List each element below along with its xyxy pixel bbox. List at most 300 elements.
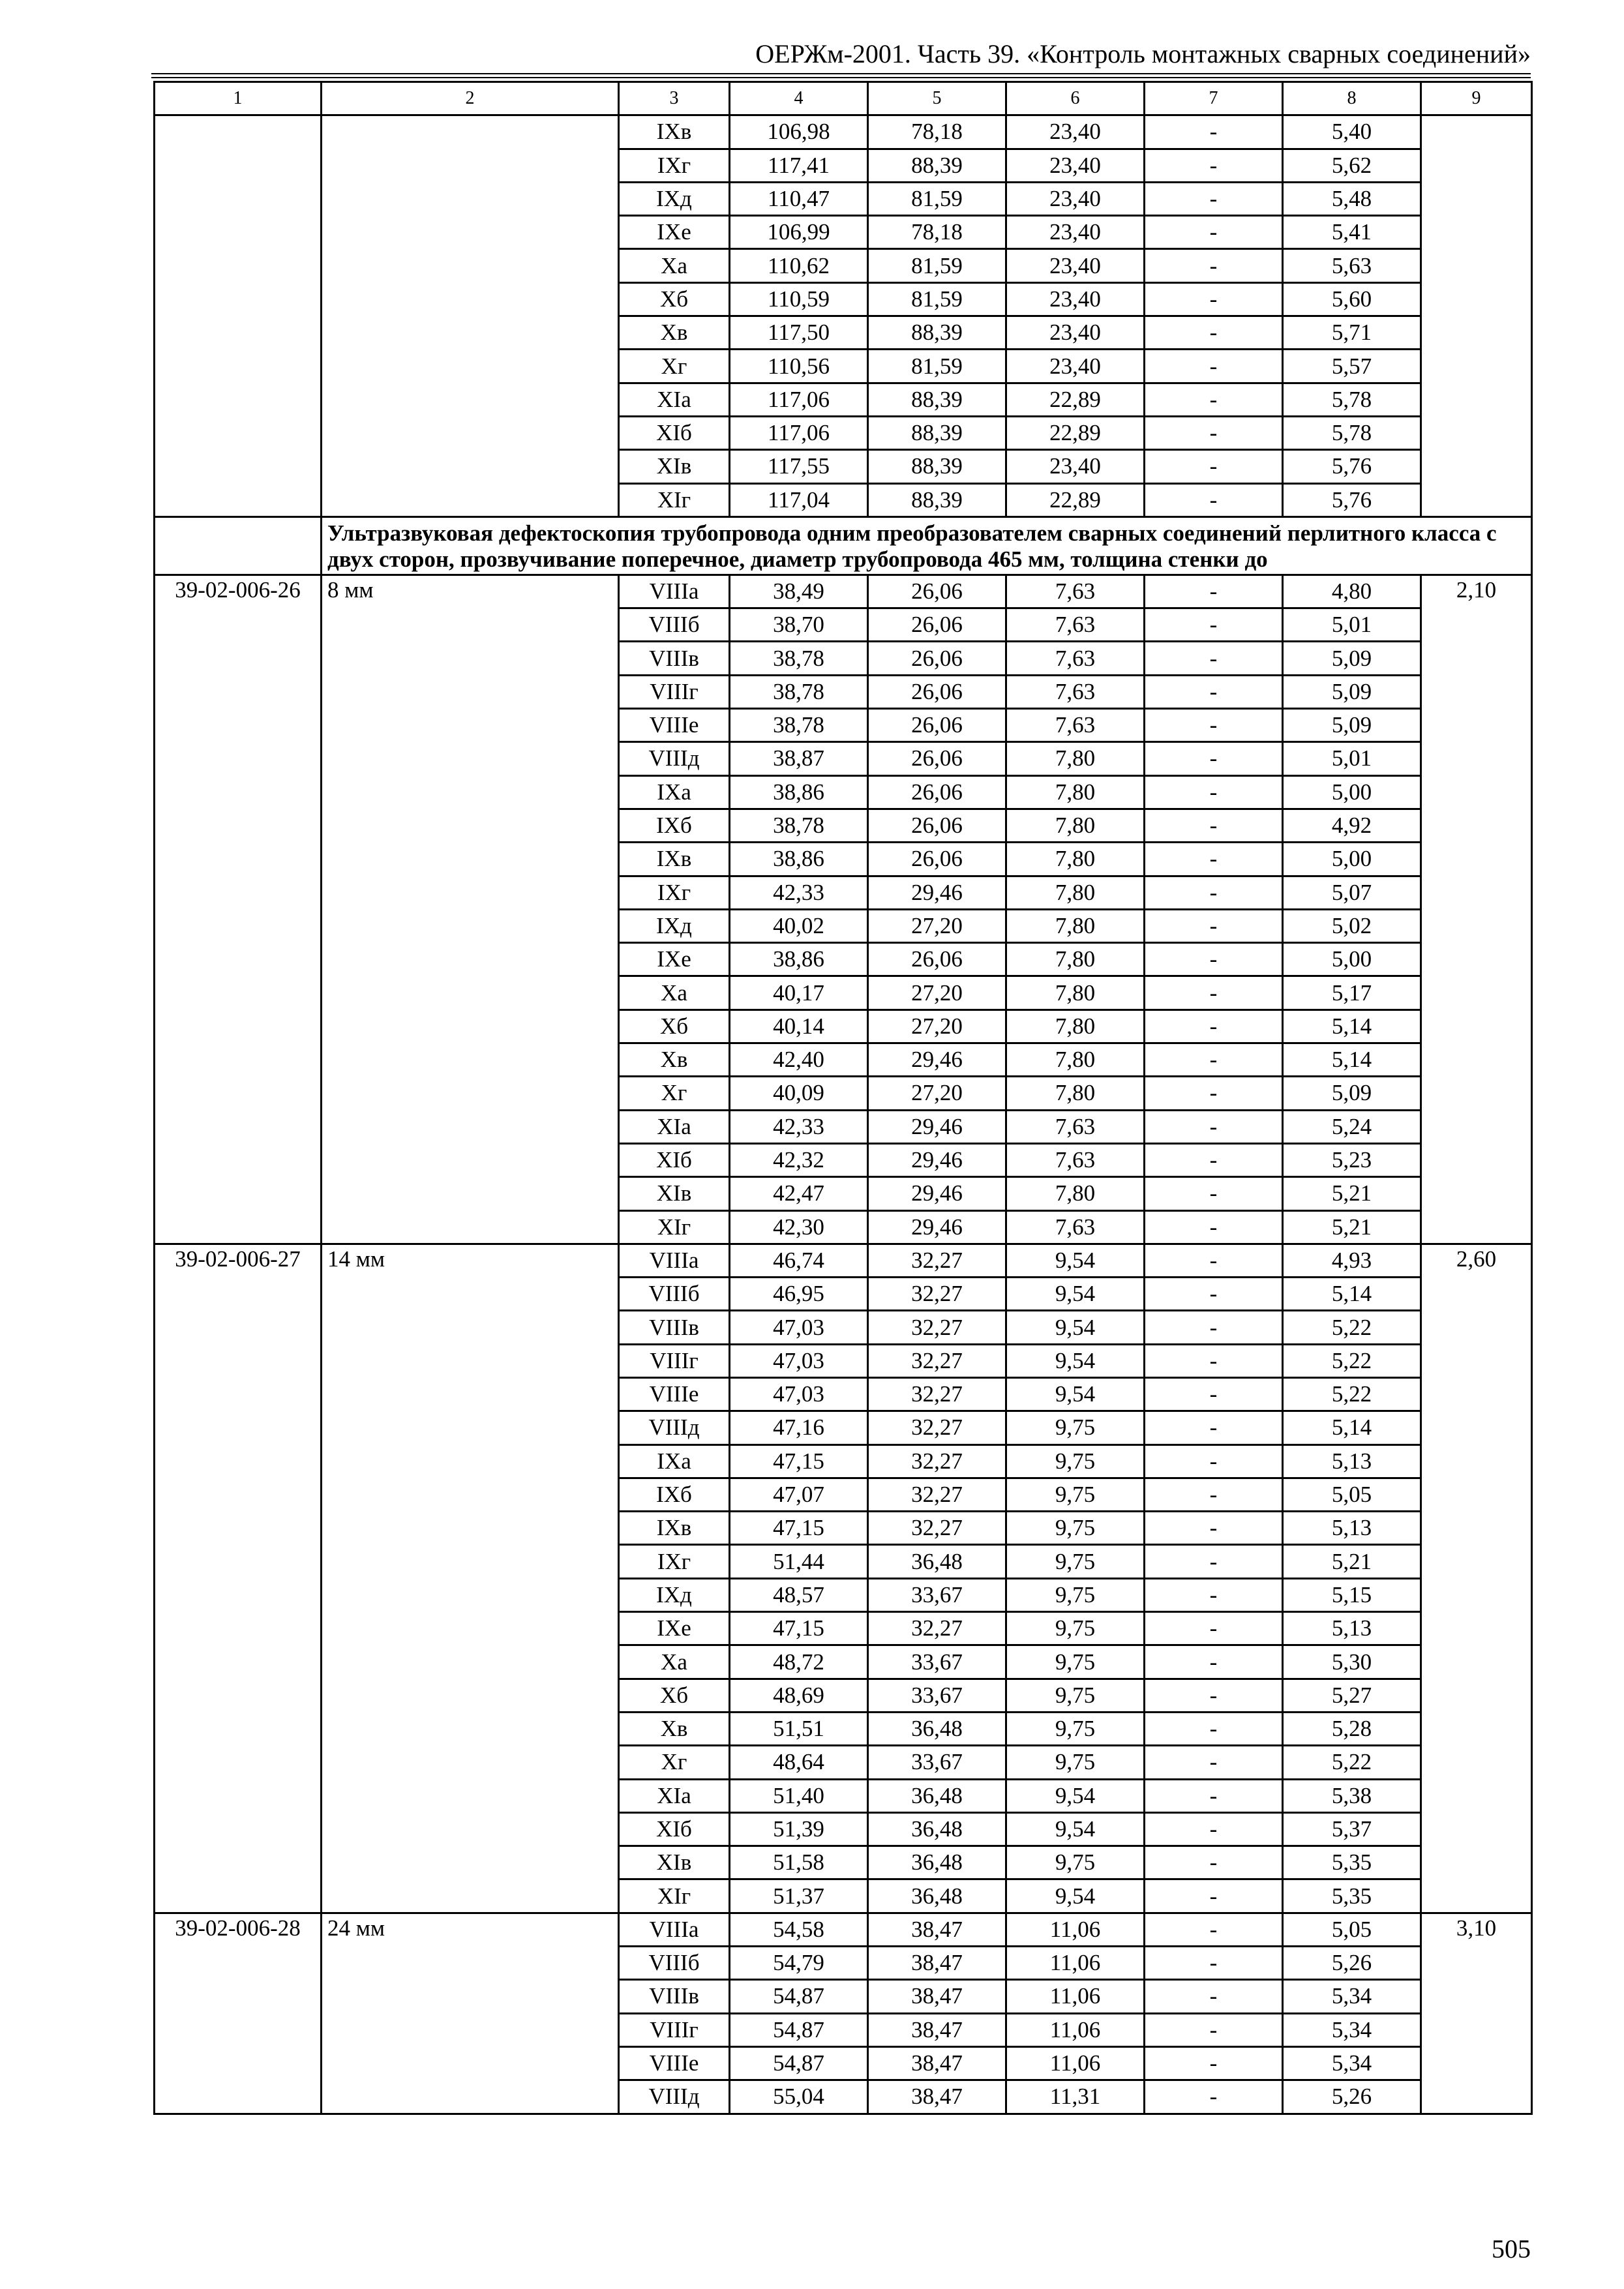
table-cell: 32,27 bbox=[868, 1478, 1006, 1511]
table-cell: Xа bbox=[619, 1645, 730, 1679]
table-cell: 55,04 bbox=[730, 2080, 868, 2114]
table-cell: VIIIб bbox=[619, 1278, 730, 1311]
table-cell: 5,00 bbox=[1283, 775, 1421, 809]
table-cell: 36,48 bbox=[868, 1545, 1006, 1578]
table-cell: 47,03 bbox=[730, 1377, 868, 1411]
table-cell: - bbox=[1145, 1010, 1283, 1043]
table-cell: 9,75 bbox=[1006, 1444, 1145, 1478]
table-cell: 33,67 bbox=[868, 1746, 1006, 1779]
table-cell: - bbox=[1145, 1444, 1283, 1478]
norm-cell bbox=[1421, 115, 1532, 517]
table-cell: Xб bbox=[619, 1010, 730, 1043]
table-cell: VIIIе bbox=[619, 2046, 730, 2080]
table-cell: 5,22 bbox=[1283, 1746, 1421, 1779]
table-cell: 11,06 bbox=[1006, 1947, 1145, 1980]
table-cell: 51,39 bbox=[730, 1812, 868, 1846]
table-cell: 5,60 bbox=[1283, 282, 1421, 316]
table-cell: - bbox=[1145, 876, 1283, 909]
table-cell: 42,30 bbox=[730, 1210, 868, 1244]
code-cell: 39-02-006-27 bbox=[155, 1244, 322, 1913]
table-cell: 5,02 bbox=[1283, 909, 1421, 942]
table-cell: 9,54 bbox=[1006, 1377, 1145, 1411]
table-cell: 26,06 bbox=[868, 709, 1006, 742]
column-number: 9 bbox=[1421, 82, 1532, 115]
table-cell: 5,26 bbox=[1283, 2080, 1421, 2114]
table-cell: 5,09 bbox=[1283, 675, 1421, 708]
table-cell: - bbox=[1145, 775, 1283, 809]
table-cell: 38,78 bbox=[730, 809, 868, 842]
table-cell: 38,70 bbox=[730, 608, 868, 642]
table-cell: - bbox=[1145, 316, 1283, 350]
table-cell: 38,86 bbox=[730, 843, 868, 876]
table-cell: 88,39 bbox=[868, 483, 1006, 516]
table-cell: 36,48 bbox=[868, 1846, 1006, 1879]
table-cell: - bbox=[1145, 608, 1283, 642]
table-cell: 9,75 bbox=[1006, 1411, 1145, 1444]
table-cell: XIв bbox=[619, 1177, 730, 1210]
table-cell: 9,54 bbox=[1006, 1344, 1145, 1377]
table-cell: 5,34 bbox=[1283, 2013, 1421, 2046]
column-number: 5 bbox=[868, 82, 1006, 115]
table-cell: VIIIе bbox=[619, 1377, 730, 1411]
table-cell: IXа bbox=[619, 1444, 730, 1478]
table-cell: 38,78 bbox=[730, 642, 868, 675]
table-cell: 7,80 bbox=[1006, 809, 1145, 842]
table-cell: 40,17 bbox=[730, 976, 868, 1010]
table-cell: 81,59 bbox=[868, 182, 1006, 215]
table-row bbox=[155, 1913, 1532, 1946]
table-cell: 117,06 bbox=[730, 416, 868, 449]
code-cell: 39-02-006-26 bbox=[155, 575, 322, 1244]
column-number: 7 bbox=[1145, 82, 1283, 115]
table-cell: - bbox=[1145, 1612, 1283, 1645]
table-cell: IXб bbox=[619, 809, 730, 842]
table-cell: 54,87 bbox=[730, 2046, 868, 2080]
table-cell: 46,95 bbox=[730, 1278, 868, 1311]
table-cell: 40,14 bbox=[730, 1010, 868, 1043]
table-cell: 106,98 bbox=[730, 115, 868, 149]
table-row bbox=[155, 115, 1532, 149]
table-cell: 23,40 bbox=[1006, 450, 1145, 483]
table-cell: 9,75 bbox=[1006, 1612, 1145, 1645]
table-cell: 88,39 bbox=[868, 149, 1006, 182]
table-cell: 5,09 bbox=[1283, 709, 1421, 742]
table-cell: 29,46 bbox=[868, 1177, 1006, 1210]
table-cell: - bbox=[1145, 1812, 1283, 1846]
table-cell: - bbox=[1145, 1143, 1283, 1176]
table-cell: XIг bbox=[619, 1210, 730, 1244]
table-cell: 88,39 bbox=[868, 450, 1006, 483]
table-cell: 5,23 bbox=[1283, 1143, 1421, 1176]
table-cell: 32,27 bbox=[868, 1344, 1006, 1377]
table-cell: - bbox=[1145, 2080, 1283, 2114]
table-cell: 7,80 bbox=[1006, 1010, 1145, 1043]
table-cell: 117,41 bbox=[730, 149, 868, 182]
table-cell: 26,06 bbox=[868, 742, 1006, 775]
table-cell: - bbox=[1145, 115, 1283, 149]
table-cell: 5,24 bbox=[1283, 1110, 1421, 1143]
table-cell: Xв bbox=[619, 316, 730, 350]
table-cell: 7,80 bbox=[1006, 1077, 1145, 1110]
table-cell: - bbox=[1145, 1712, 1283, 1745]
table-cell: - bbox=[1145, 1578, 1283, 1611]
table-cell: - bbox=[1145, 1846, 1283, 1879]
table-cell: 29,46 bbox=[868, 1143, 1006, 1176]
table-cell: - bbox=[1145, 1311, 1283, 1344]
table-cell: - bbox=[1145, 2013, 1283, 2046]
table-cell: 5,13 bbox=[1283, 1512, 1421, 1545]
table-cell: IXе bbox=[619, 1612, 730, 1645]
table-cell: XIб bbox=[619, 416, 730, 449]
table-cell: 5,14 bbox=[1283, 1010, 1421, 1043]
table-cell: 51,44 bbox=[730, 1545, 868, 1578]
table-cell: - bbox=[1145, 1344, 1283, 1377]
table-cell: XIа bbox=[619, 383, 730, 416]
table-cell: Xб bbox=[619, 1679, 730, 1712]
table-cell: 117,06 bbox=[730, 383, 868, 416]
table-cell: 32,27 bbox=[868, 1411, 1006, 1444]
table-cell: VIIIг bbox=[619, 675, 730, 708]
table-cell: 9,75 bbox=[1006, 1645, 1145, 1679]
table-cell: 36,48 bbox=[868, 1812, 1006, 1846]
table-cell: 5,22 bbox=[1283, 1311, 1421, 1344]
table-cell: 38,47 bbox=[868, 2013, 1006, 2046]
table-cell: 5,07 bbox=[1283, 876, 1421, 909]
table-cell: IXг bbox=[619, 149, 730, 182]
table-cell: 5,17 bbox=[1283, 976, 1421, 1010]
table-cell: 47,03 bbox=[730, 1311, 868, 1344]
table-cell: 7,80 bbox=[1006, 1043, 1145, 1077]
table-cell: - bbox=[1145, 1913, 1283, 1946]
table-cell: 7,80 bbox=[1006, 742, 1145, 775]
table-cell: - bbox=[1145, 1411, 1283, 1444]
table-cell: VIIIд bbox=[619, 1411, 730, 1444]
thickness-cell bbox=[322, 115, 619, 517]
table-cell: 29,46 bbox=[868, 1110, 1006, 1143]
table-cell: - bbox=[1145, 1377, 1283, 1411]
table-cell: Xа bbox=[619, 976, 730, 1010]
table-cell: 9,75 bbox=[1006, 1545, 1145, 1578]
table-cell: - bbox=[1145, 1177, 1283, 1210]
table-cell: 5,78 bbox=[1283, 383, 1421, 416]
table-cell: 36,48 bbox=[868, 1879, 1006, 1913]
table-cell: IXе bbox=[619, 943, 730, 976]
code-cell bbox=[155, 115, 322, 517]
column-number: 3 bbox=[619, 82, 730, 115]
table-cell: 47,15 bbox=[730, 1612, 868, 1645]
table-cell: 5,01 bbox=[1283, 742, 1421, 775]
table-cell: 110,59 bbox=[730, 282, 868, 316]
table-cell: 5,35 bbox=[1283, 1846, 1421, 1879]
table-cell: 9,75 bbox=[1006, 1846, 1145, 1879]
table-cell: IXв bbox=[619, 1512, 730, 1545]
norms-table bbox=[153, 81, 1533, 2115]
table-cell: 47,03 bbox=[730, 1344, 868, 1377]
table-cell: 38,49 bbox=[730, 575, 868, 608]
table-cell: - bbox=[1145, 1110, 1283, 1143]
table-cell: 54,58 bbox=[730, 1913, 868, 1946]
table-cell: 11,06 bbox=[1006, 1913, 1145, 1946]
table-cell: 51,40 bbox=[730, 1779, 868, 1812]
table-cell: 23,40 bbox=[1006, 316, 1145, 350]
table-cell: 38,86 bbox=[730, 775, 868, 809]
table-cell: 88,39 bbox=[868, 416, 1006, 449]
table-cell: 42,33 bbox=[730, 1110, 868, 1143]
table-cell: VIIIа bbox=[619, 1913, 730, 1946]
table-cell: - bbox=[1145, 909, 1283, 942]
table-cell: 32,27 bbox=[868, 1444, 1006, 1478]
table-cell: 48,57 bbox=[730, 1578, 868, 1611]
table-cell: 117,50 bbox=[730, 316, 868, 350]
table-cell: 23,40 bbox=[1006, 282, 1145, 316]
table-cell: 7,80 bbox=[1006, 876, 1145, 909]
table-cell: - bbox=[1145, 642, 1283, 675]
table-cell: Xг bbox=[619, 350, 730, 383]
table-cell: VIIIб bbox=[619, 608, 730, 642]
table-cell: 5,38 bbox=[1283, 1779, 1421, 1812]
table-cell: 11,06 bbox=[1006, 2013, 1145, 2046]
table-cell: 47,15 bbox=[730, 1444, 868, 1478]
table-cell: 5,01 bbox=[1283, 608, 1421, 642]
table-cell: - bbox=[1145, 843, 1283, 876]
table-cell: XIв bbox=[619, 1846, 730, 1879]
table-cell: 78,18 bbox=[868, 216, 1006, 249]
table-cell: 47,07 bbox=[730, 1478, 868, 1511]
table-cell: 51,37 bbox=[730, 1879, 868, 1913]
table-cell: - bbox=[1145, 216, 1283, 249]
table-cell: VIIIа bbox=[619, 1244, 730, 1277]
table-cell: - bbox=[1145, 943, 1283, 976]
table-cell: - bbox=[1145, 1980, 1283, 2013]
column-number: 6 bbox=[1006, 82, 1145, 115]
section-title: Ультразвуковая дефектоскопия трубопровода одним преобразователем сварных соединений перлитного класса с двух сторон, прозвучивание поперечное, диаметр трубопровода 465 мм, толщина стенки до bbox=[322, 516, 1532, 575]
table-cell: - bbox=[1145, 675, 1283, 708]
table-cell: 42,47 bbox=[730, 1177, 868, 1210]
table-cell: 23,40 bbox=[1006, 115, 1145, 149]
table-cell: - bbox=[1145, 483, 1283, 516]
table-cell: Xг bbox=[619, 1077, 730, 1110]
code-cell: 39-02-006-28 bbox=[155, 1913, 322, 2114]
table-cell: 81,59 bbox=[868, 282, 1006, 316]
table-cell: 5,28 bbox=[1283, 1712, 1421, 1745]
table-cell: 5,05 bbox=[1283, 1913, 1421, 1946]
table-cell: 33,67 bbox=[868, 1679, 1006, 1712]
table-cell: - bbox=[1145, 1278, 1283, 1311]
table-cell: 9,54 bbox=[1006, 1311, 1145, 1344]
table-cell: 5,78 bbox=[1283, 416, 1421, 449]
table-cell: 26,06 bbox=[868, 675, 1006, 708]
table-cell: - bbox=[1145, 383, 1283, 416]
table-cell: 5,22 bbox=[1283, 1377, 1421, 1411]
table-cell: 7,63 bbox=[1006, 608, 1145, 642]
table-cell: - bbox=[1145, 1645, 1283, 1679]
table-cell: 5,35 bbox=[1283, 1879, 1421, 1913]
section-title-row bbox=[155, 516, 1532, 575]
table-cell: - bbox=[1145, 1512, 1283, 1545]
table-cell: 5,34 bbox=[1283, 1980, 1421, 2013]
table-cell: 4,80 bbox=[1283, 575, 1421, 608]
table-cell: 27,20 bbox=[868, 909, 1006, 942]
table-cell: VIIIг bbox=[619, 1344, 730, 1377]
table-cell: 5,21 bbox=[1283, 1177, 1421, 1210]
table-cell: 7,80 bbox=[1006, 943, 1145, 976]
table-cell: 5,13 bbox=[1283, 1612, 1421, 1645]
table-cell: VIIIб bbox=[619, 1947, 730, 1980]
norm-cell: 3,10 bbox=[1421, 1913, 1532, 2114]
table-cell: XIв bbox=[619, 450, 730, 483]
table-cell: 38,47 bbox=[868, 1913, 1006, 1946]
table-cell: 5,09 bbox=[1283, 1077, 1421, 1110]
table-cell: - bbox=[1145, 2046, 1283, 2080]
table-cell: - bbox=[1145, 1679, 1283, 1712]
table-cell: 7,80 bbox=[1006, 775, 1145, 809]
table-cell: 5,00 bbox=[1283, 843, 1421, 876]
table-cell: 38,78 bbox=[730, 709, 868, 742]
table-cell: 36,48 bbox=[868, 1779, 1006, 1812]
table-cell: 88,39 bbox=[868, 316, 1006, 350]
table-cell: 23,40 bbox=[1006, 182, 1145, 215]
table-cell: Xб bbox=[619, 282, 730, 316]
table-cell: VIIIд bbox=[619, 2080, 730, 2114]
table-cell: 26,06 bbox=[868, 843, 1006, 876]
table-cell: 38,78 bbox=[730, 675, 868, 708]
table-cell: 47,16 bbox=[730, 1411, 868, 1444]
table-cell: 5,76 bbox=[1283, 450, 1421, 483]
table-cell: 23,40 bbox=[1006, 350, 1145, 383]
table-cell: 42,32 bbox=[730, 1143, 868, 1176]
column-number: 2 bbox=[322, 82, 619, 115]
table-cell: 5,15 bbox=[1283, 1578, 1421, 1611]
table-cell: 33,67 bbox=[868, 1645, 1006, 1679]
table-cell: 32,27 bbox=[868, 1278, 1006, 1311]
table-cell: 117,55 bbox=[730, 450, 868, 483]
table-cell: 22,89 bbox=[1006, 483, 1145, 516]
table-cell: 26,06 bbox=[868, 642, 1006, 675]
table-cell: 46,74 bbox=[730, 1244, 868, 1277]
table-cell: - bbox=[1145, 1210, 1283, 1244]
table-cell: 9,75 bbox=[1006, 1478, 1145, 1511]
table-cell: 26,06 bbox=[868, 575, 1006, 608]
table-cell: 23,40 bbox=[1006, 249, 1145, 282]
table-cell: VIIIв bbox=[619, 642, 730, 675]
norm-cell: 2,10 bbox=[1421, 575, 1532, 1244]
table-cell: 42,40 bbox=[730, 1043, 868, 1077]
table-cell: XIб bbox=[619, 1143, 730, 1176]
table-cell: 5,40 bbox=[1283, 115, 1421, 149]
table-cell: - bbox=[1145, 1779, 1283, 1812]
table-cell: 7,63 bbox=[1006, 1210, 1145, 1244]
table-cell: 117,04 bbox=[730, 483, 868, 516]
table-cell: 48,64 bbox=[730, 1746, 868, 1779]
column-number: 4 bbox=[730, 82, 868, 115]
table-cell: 5,27 bbox=[1283, 1679, 1421, 1712]
table-cell: 27,20 bbox=[868, 1010, 1006, 1043]
table-cell: 5,41 bbox=[1283, 216, 1421, 249]
table-cell: 5,22 bbox=[1283, 1344, 1421, 1377]
table-cell: IXд bbox=[619, 182, 730, 215]
table-cell: 32,27 bbox=[868, 1512, 1006, 1545]
table-cell: 11,31 bbox=[1006, 2080, 1145, 2114]
thickness-cell: 14 мм bbox=[322, 1244, 619, 1913]
table-cell: IXе bbox=[619, 216, 730, 249]
table-cell: 7,63 bbox=[1006, 675, 1145, 708]
table-cell: XIг bbox=[619, 1879, 730, 1913]
table-cell: VIIIв bbox=[619, 1980, 730, 2013]
table-cell: 54,87 bbox=[730, 1980, 868, 2013]
column-number: 8 bbox=[1283, 82, 1421, 115]
table-cell: - bbox=[1145, 575, 1283, 608]
table-cell: 29,46 bbox=[868, 1043, 1006, 1077]
table-cell: XIб bbox=[619, 1812, 730, 1846]
table-cell: 40,02 bbox=[730, 909, 868, 942]
table-cell: 110,56 bbox=[730, 350, 868, 383]
thickness-cell: 24 мм bbox=[322, 1913, 619, 2114]
table-cell: 5,21 bbox=[1283, 1210, 1421, 1244]
table-cell: 42,33 bbox=[730, 876, 868, 909]
table-cell: 81,59 bbox=[868, 249, 1006, 282]
header-rule-double bbox=[151, 77, 1531, 78]
table-cell: 32,27 bbox=[868, 1612, 1006, 1645]
table-cell: 110,62 bbox=[730, 249, 868, 282]
table-cell: 26,06 bbox=[868, 809, 1006, 842]
table-cell: 26,06 bbox=[868, 608, 1006, 642]
table-cell: 110,47 bbox=[730, 182, 868, 215]
table-cell: 5,26 bbox=[1283, 1947, 1421, 1980]
table-cell: - bbox=[1145, 450, 1283, 483]
table-cell: 38,86 bbox=[730, 943, 868, 976]
table-row bbox=[155, 575, 1532, 608]
table-cell: - bbox=[1145, 182, 1283, 215]
table-cell: - bbox=[1145, 976, 1283, 1010]
page-header: ОЕРЖм-2001. Часть 39. «Контроль монтажных сварных соединений» bbox=[755, 39, 1531, 68]
table-cell: 40,09 bbox=[730, 1077, 868, 1110]
table-cell: 9,75 bbox=[1006, 1512, 1145, 1545]
table-cell: XIг bbox=[619, 483, 730, 516]
table-cell: VIIIд bbox=[619, 742, 730, 775]
table-cell: 7,80 bbox=[1006, 909, 1145, 942]
table-cell: 5,14 bbox=[1283, 1278, 1421, 1311]
table-cell: - bbox=[1145, 1244, 1283, 1277]
table-cell: 11,06 bbox=[1006, 1980, 1145, 2013]
table-cell: 51,58 bbox=[730, 1846, 868, 1879]
table-cell: - bbox=[1145, 709, 1283, 742]
column-number-row bbox=[155, 82, 1532, 115]
table-cell: 23,40 bbox=[1006, 216, 1145, 249]
table-cell: 7,63 bbox=[1006, 1110, 1145, 1143]
table-cell: Xг bbox=[619, 1746, 730, 1779]
table-cell: 5,09 bbox=[1283, 642, 1421, 675]
table-cell: 48,72 bbox=[730, 1645, 868, 1679]
table-cell: 5,05 bbox=[1283, 1478, 1421, 1511]
table-cell: - bbox=[1145, 1746, 1283, 1779]
table-cell: - bbox=[1145, 416, 1283, 449]
table-cell: 38,47 bbox=[868, 2046, 1006, 2080]
table-cell: 5,30 bbox=[1283, 1645, 1421, 1679]
table-cell: IXб bbox=[619, 1478, 730, 1511]
table-cell: 22,89 bbox=[1006, 416, 1145, 449]
table-cell: 9,54 bbox=[1006, 1278, 1145, 1311]
table-cell: - bbox=[1145, 1545, 1283, 1578]
table-cell: IXд bbox=[619, 909, 730, 942]
table-row bbox=[155, 1244, 1532, 1277]
table-cell: 33,67 bbox=[868, 1578, 1006, 1611]
table-cell: 7,80 bbox=[1006, 976, 1145, 1010]
table-cell: 81,59 bbox=[868, 350, 1006, 383]
table-cell: - bbox=[1145, 1043, 1283, 1077]
table-cell: 54,79 bbox=[730, 1947, 868, 1980]
table-cell: IXг bbox=[619, 1545, 730, 1578]
table-cell: Xа bbox=[619, 249, 730, 282]
